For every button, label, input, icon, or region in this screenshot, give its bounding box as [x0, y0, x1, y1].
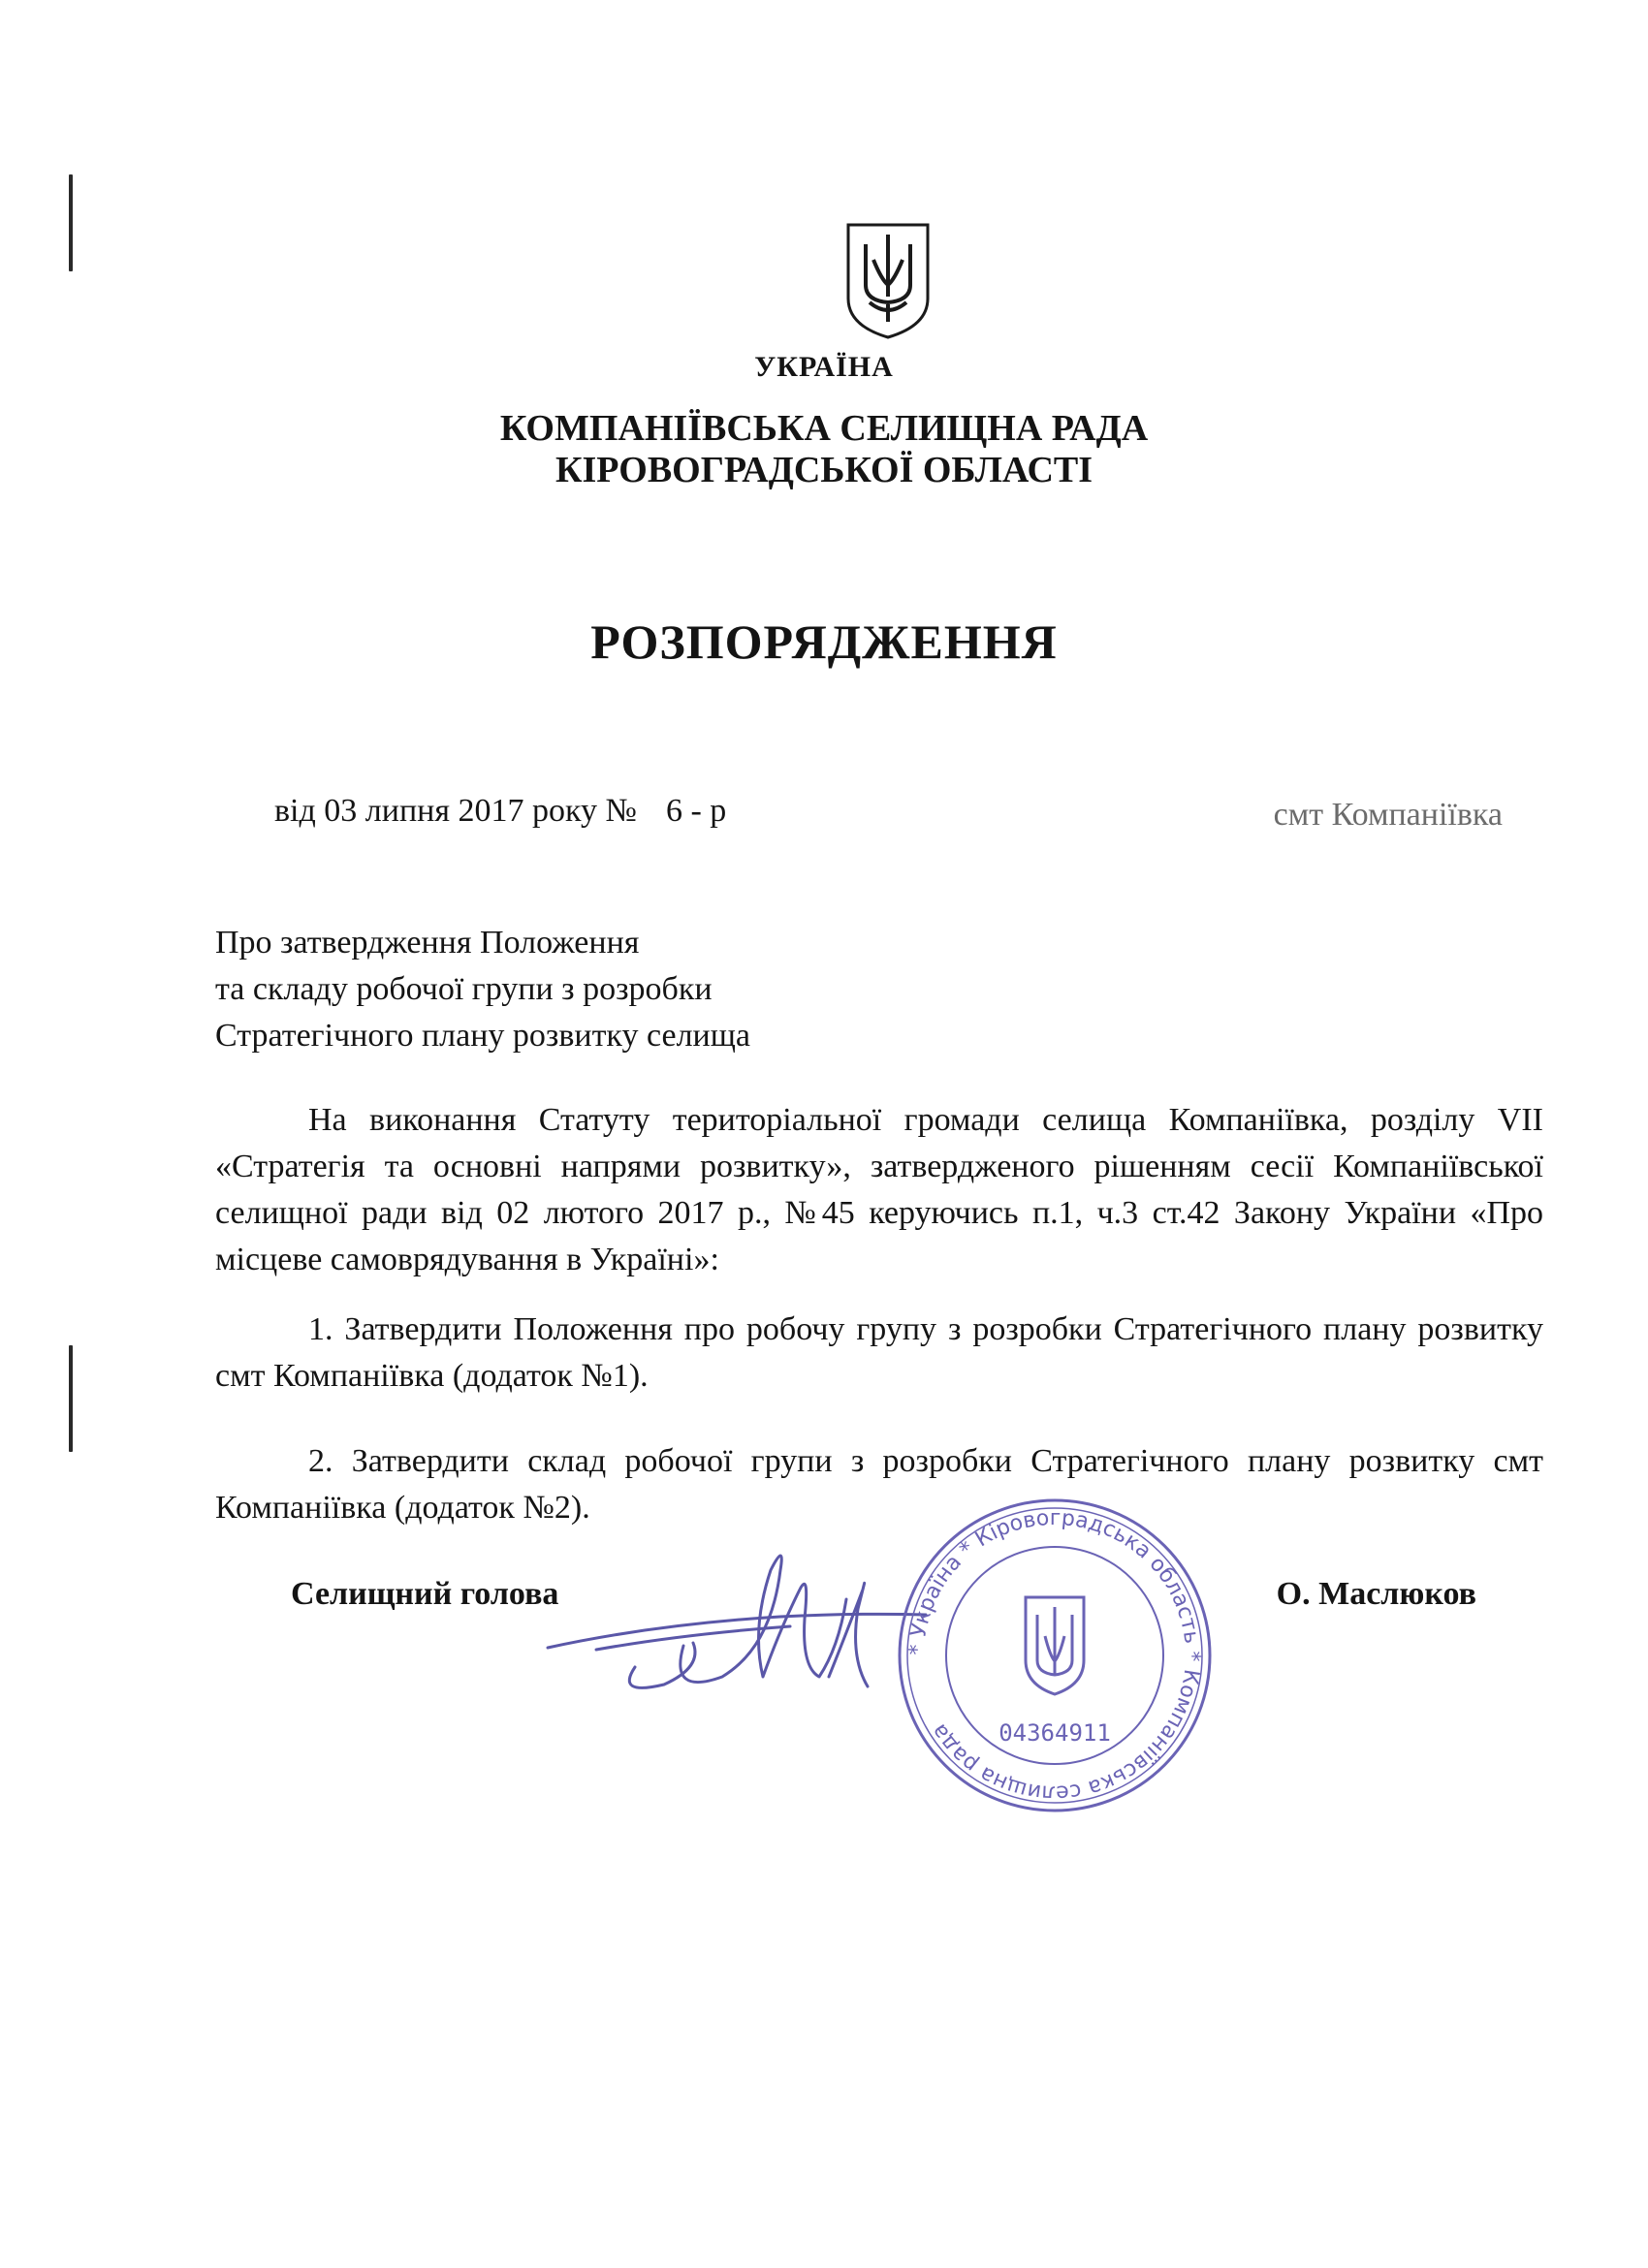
council-name: КОМПАНІЇВСЬКА СЕЛИЩНА РАДА [499, 408, 1149, 449]
country-name: УКРАЇНА [754, 351, 894, 383]
handwritten-signature [538, 1531, 945, 1706]
order-item-1 [215, 1307, 1543, 1400]
signatory-role: Селищний голова [291, 1576, 559, 1612]
subject-line-1: Про затвердження Положення [215, 925, 640, 961]
preamble-text: На виконання Статуту територіальної громади селища Компаніївка, розділу VII «Стратегія та основні напрями розвитку», затвердженого рішенням сесії Компаніївської селищної ради від 02 лютого 2017 р., №45 керуючись п.1, ч.3 ст.42 Закону України «Про місцеве самоврядування в Україні»: [215, 1102, 1543, 1277]
document-date: від 03 липня 2017 року № [274, 793, 637, 829]
signatory-name: О. Маслюков [1276, 1576, 1476, 1612]
trident-emblem-icon [844, 221, 932, 339]
subject-line-2: та складу робочої групи з розробки [215, 971, 713, 1007]
order-item-1-text: 1. Затвердити Положення про робочу групу з розробки Стратегічного плану розвитку смт Компаніївка (додаток №1). [215, 1311, 1543, 1394]
preamble-paragraph [215, 1097, 1543, 1283]
council-region: КІРОВОГРАДСЬКОЇ ОБЛАСТІ [555, 450, 1093, 490]
subject-line-3: Стратегічного плану розвитку селища [215, 1018, 751, 1054]
document-date-number [274, 793, 726, 830]
scan-mark-top [69, 174, 73, 271]
official-seal-stamp [890, 1491, 1220, 1820]
seal-outer-text: * Україна * Кіровоградська область * Компаніївська селищна рада [904, 1505, 1205, 1806]
scan-mark-bottom [69, 1345, 73, 1452]
document-type-title: РОЗПОРЯДЖЕННЯ [590, 614, 1058, 669]
document-number: 6 - р [665, 793, 727, 829]
seal-code: 04364911 [998, 1719, 1111, 1747]
order-item-2 [215, 1438, 1543, 1531]
document-place: смт Компаніївка [1273, 797, 1503, 833]
order-item-2-text: 2. Затвердити склад робочої групи з розробки Стратегічного плану розвитку смт Компаніївка (додаток №2). [215, 1443, 1543, 1526]
